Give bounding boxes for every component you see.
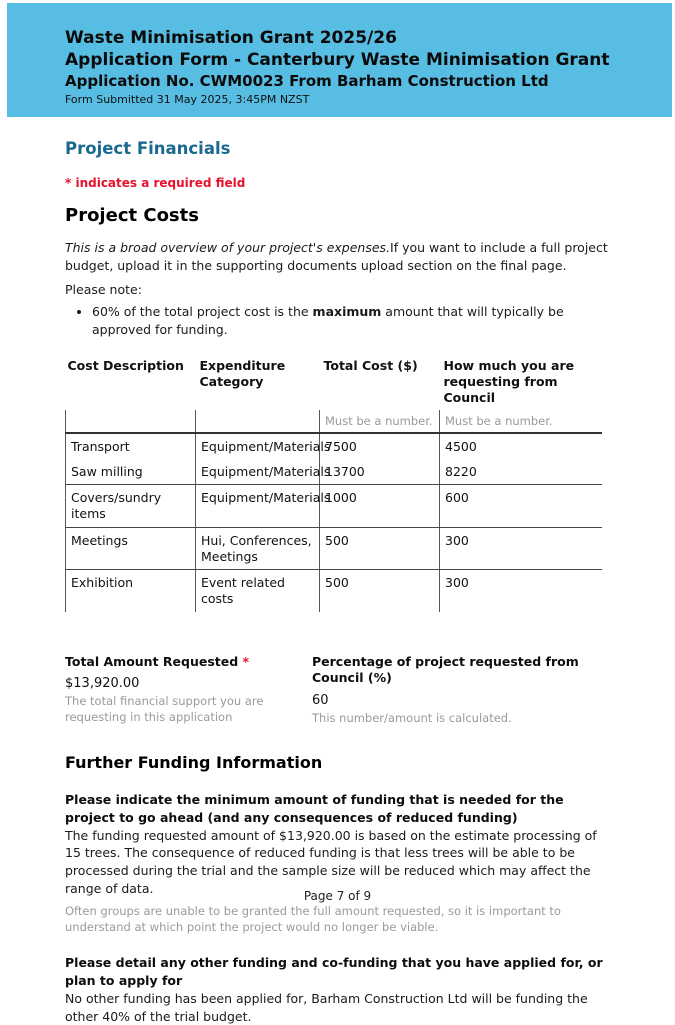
cost-table-hint-row (66, 410, 602, 433)
other-funding-question: Please detail any other funding and co-funding that you have applied for, or plan to apply for (65, 955, 603, 989)
minimum-funding-help: Often groups are unable to be granted the full amount requested, so it is important to understand at which point the project would no longer be viable. (65, 903, 561, 934)
hint-total-cost: Must be a number. (320, 410, 440, 433)
cell-category: Event related costs (196, 570, 320, 612)
cell-category: Equipment/Materials (196, 485, 320, 528)
total-amount-label-text: Total Amount Requested (65, 653, 243, 669)
cell-category: Equipment/Materials (196, 459, 320, 485)
project-costs-intro (65, 239, 610, 275)
cell-total: 7500 (320, 433, 440, 459)
hint-cell-empty (196, 410, 320, 433)
page-title: Project Financials (65, 139, 231, 158)
note-item (92, 303, 610, 339)
table-row (66, 527, 602, 570)
cell-description: Exhibition (66, 570, 196, 612)
further-funding-heading: Further Funding Information (65, 753, 323, 773)
intro-rest-text: If you want to include a full project budget, upload it in the supporting documents upload section on the final page. (65, 240, 608, 273)
col-header-expenditure-category: Expenditure Category (199, 357, 286, 389)
cell-total: 500 (320, 527, 440, 570)
table-row (66, 459, 602, 485)
percentage-value: 60 (312, 693, 329, 709)
col-header-cost-description: Cost Description (67, 357, 184, 373)
intro-italic-text: This is a broad overview of your project's expenses. (65, 240, 391, 255)
cell-requested: 600 (440, 485, 602, 528)
cell-requested: 8220 (440, 459, 602, 485)
project-costs-heading: Project Costs (65, 205, 199, 226)
total-amount-value: $13,920.00 (65, 676, 140, 692)
cost-table-header-row (66, 358, 602, 410)
grant-title: Waste Minimisation Grant 2025/26 (65, 28, 397, 48)
percentage-help: This number/amount is calculated. (312, 711, 512, 726)
submission-timestamp: Form Submitted 31 May 2025, 3:45PM NZST (65, 93, 310, 106)
note-text-post: amount that will typically be approved for funding. (92, 304, 564, 337)
form-title: Application Form - Canterbury Waste Minimisation Grant (65, 50, 610, 70)
hint-requesting: Must be a number. (440, 410, 602, 433)
notes-list (65, 303, 610, 339)
header-banner (7, 3, 672, 117)
please-note-label: Please note: (65, 281, 142, 297)
hint-cell-empty (66, 410, 196, 433)
cell-description: Saw milling (66, 459, 196, 485)
cell-total: 1000 (320, 485, 440, 528)
required-asterisk: * (242, 653, 250, 669)
required-field-note: * indicates a required field (65, 176, 246, 190)
other-funding-answer: No other funding has been applied for, Barham Construction Ltd will be funding the other 40% of the trial budget. (65, 990, 588, 1024)
cell-description: Transport (66, 433, 196, 459)
application-number: Application No. CWM0023 From Barham Construction Ltd (65, 72, 549, 90)
percentage-label: Percentage of project requested from Council (%) (312, 653, 579, 686)
table-row (66, 485, 602, 528)
total-amount-label (65, 654, 312, 671)
note-text-pre: 60% of the total project cost is the (92, 304, 313, 320)
cell-requested: 300 (440, 570, 602, 612)
cell-category: Equipment/Materials (196, 433, 320, 459)
cost-table (65, 358, 602, 612)
form-page (0, 3, 675, 1024)
minimum-funding-question: Please indicate the minimum amount of funding that is needed for the project to go ahead (and any consequences of reduced funding) (65, 792, 564, 825)
cell-requested: 300 (440, 527, 602, 570)
minimum-funding-answer: The funding requested amount of $13,920.00 is based on the estimate processing of 15 trees. The consequence of reduced funding is that less trees will be able to be processed during the trial and the sample size will be reduced which may affect the range of data. (65, 827, 597, 896)
note-text-bold: maximum (312, 304, 382, 320)
table-row (66, 433, 602, 459)
total-amount-field (65, 654, 312, 728)
total-amount-help: The total financial support you are requesting in this application (65, 694, 264, 725)
col-header-total-cost: Total Cost ($) (323, 357, 418, 373)
cell-total: 500 (320, 570, 440, 612)
cell-description: Meetings (66, 527, 196, 570)
cell-category: Hui, Conferences, Meetings (196, 527, 320, 570)
cell-requested: 4500 (440, 433, 602, 459)
table-row (66, 570, 602, 612)
percentage-field (312, 654, 610, 728)
page-number: Page 7 of 9 (303, 889, 372, 903)
cell-total: 13700 (320, 459, 440, 485)
cell-description: Covers/sundry items (66, 485, 196, 528)
totals-section (65, 654, 610, 728)
col-header-requesting: How much you are requesting from Council (443, 357, 575, 406)
